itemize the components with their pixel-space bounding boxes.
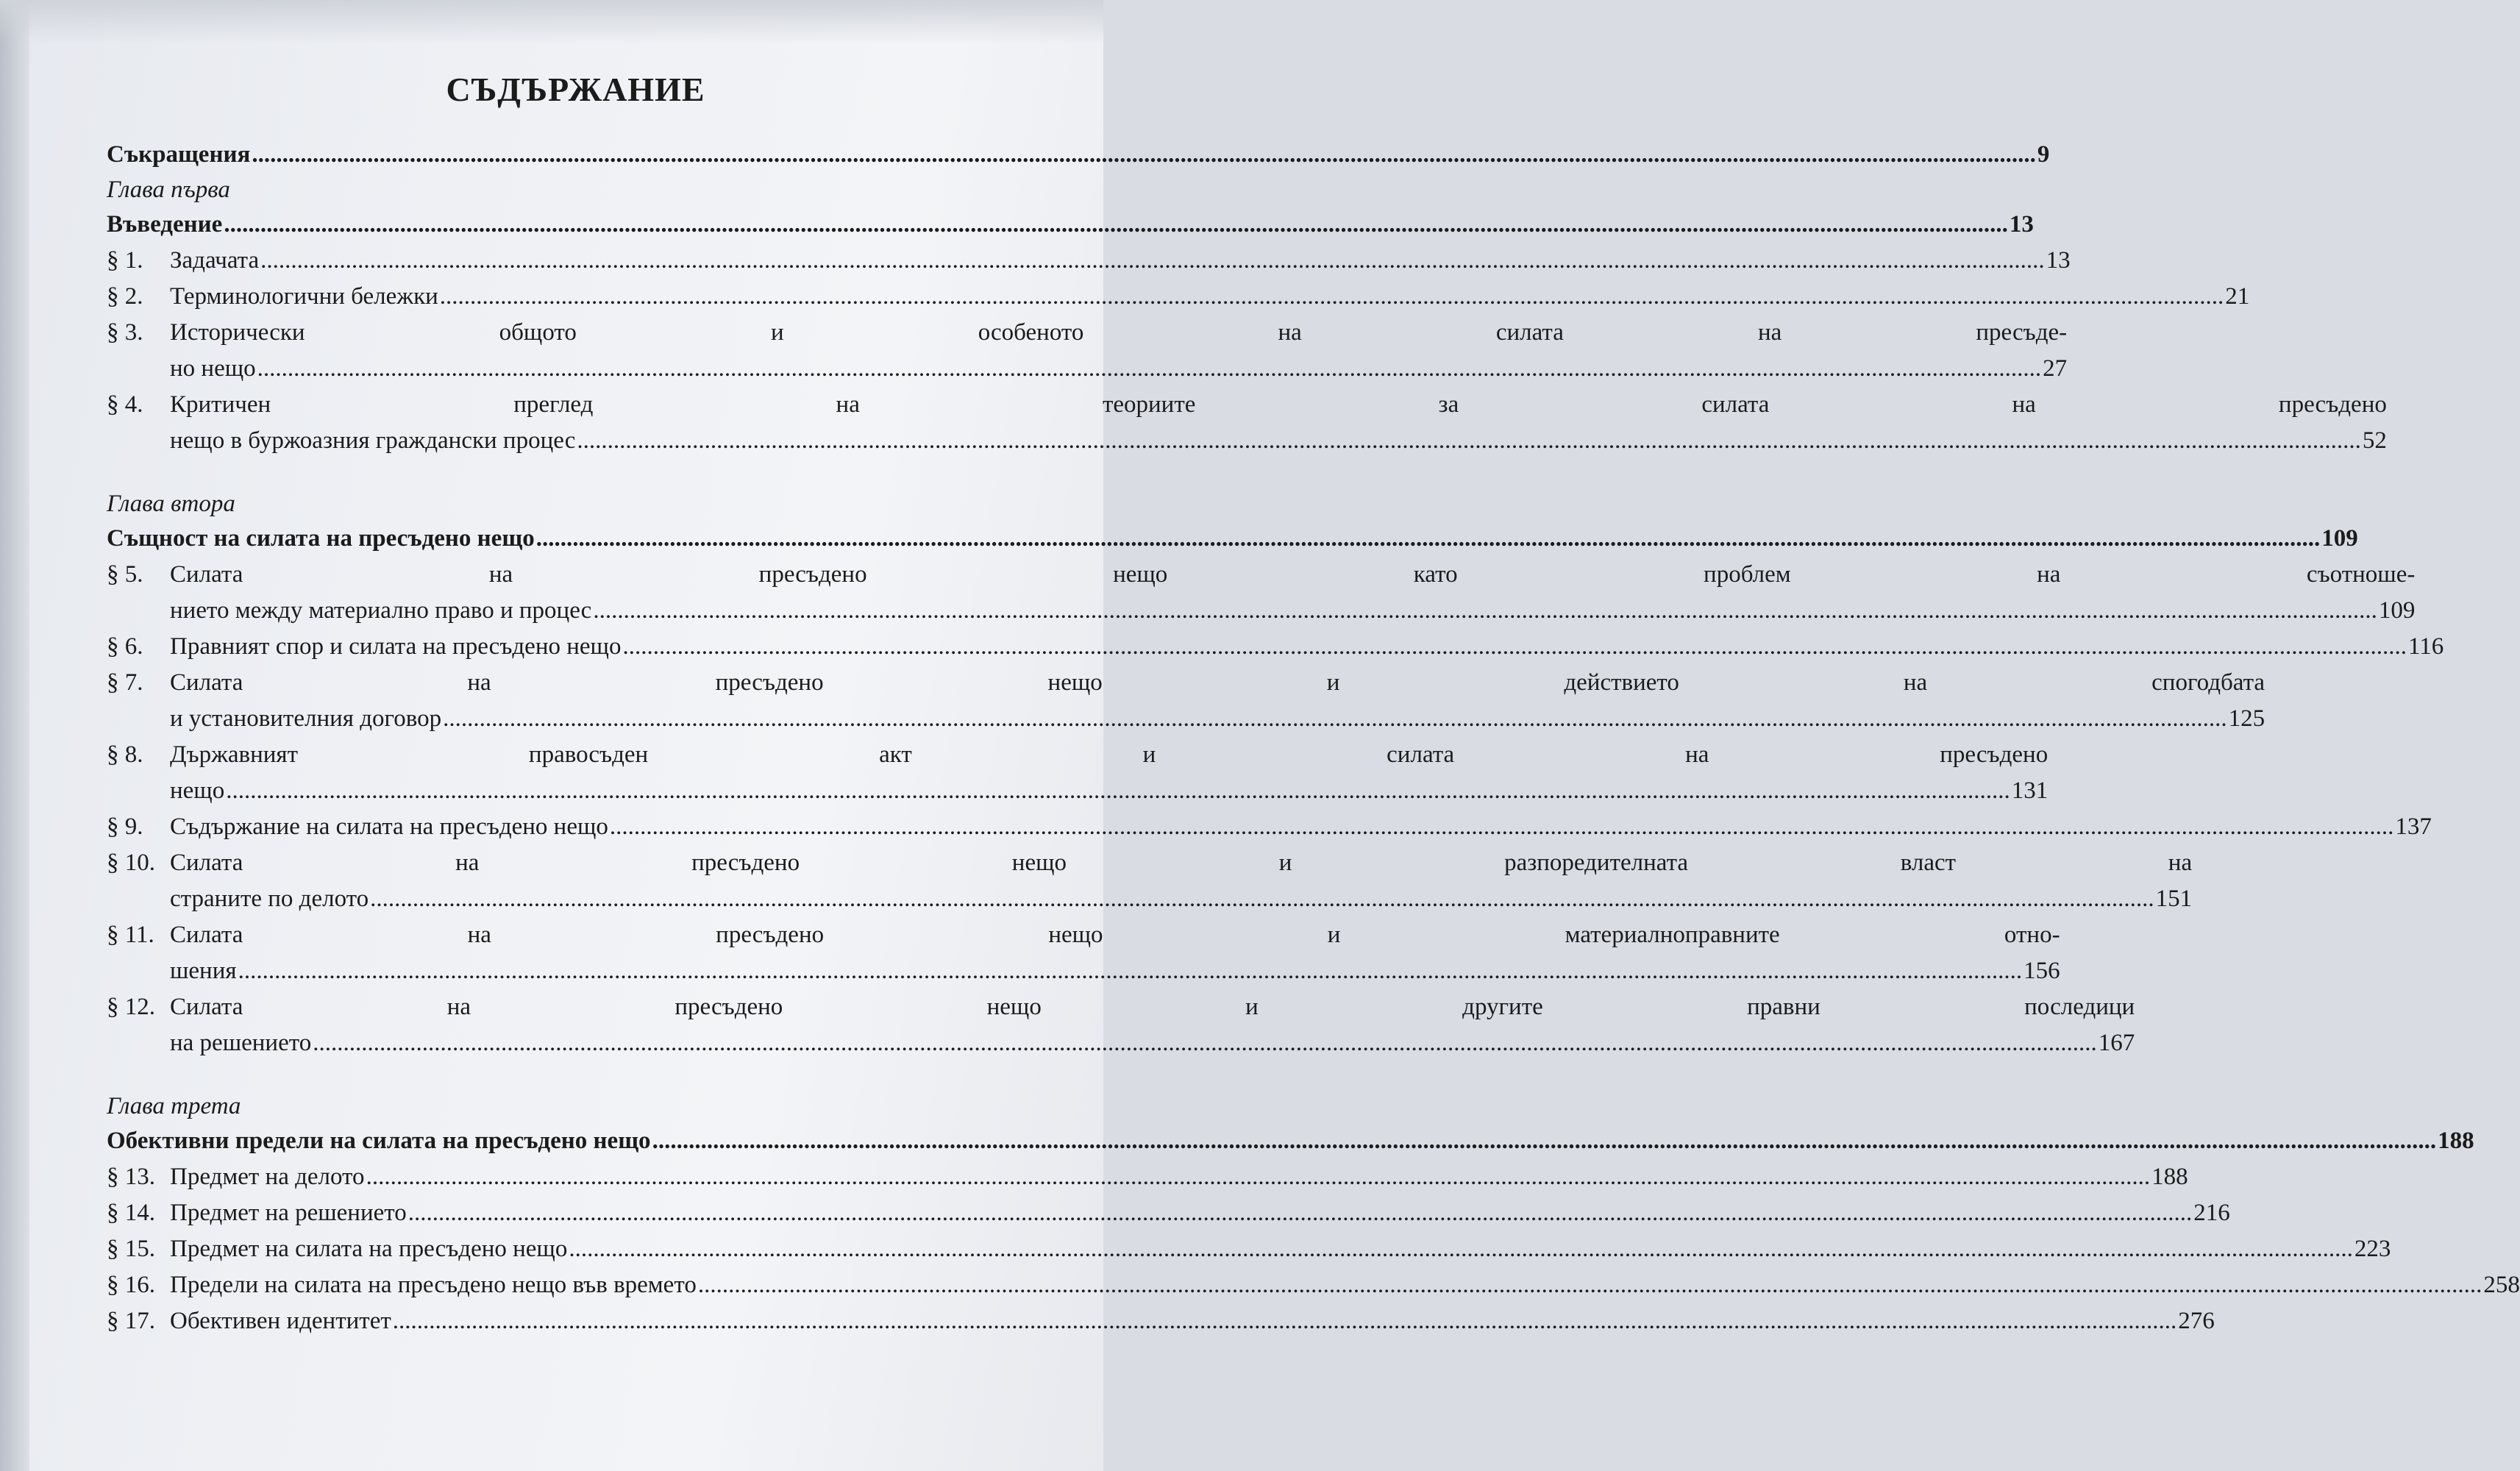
- dot-leader: [610, 809, 2394, 845]
- toc-section-entry: [107, 557, 2416, 629]
- toc-section-entry: [107, 243, 2071, 279]
- dot-leader: [226, 773, 2010, 809]
- toc-page-number: 188: [2151, 1164, 2188, 1190]
- section-title-last-line: [170, 881, 2192, 917]
- dot-leader: [577, 423, 2361, 459]
- toc-page-number: 109: [2378, 597, 2416, 624]
- section-number: § 8.: [107, 741, 143, 768]
- chapter-title-entry: [107, 1123, 2474, 1159]
- section-title-last-line: [170, 1159, 2188, 1195]
- section-title-line: Силата на пресъдено нещо и действието на спогодбата: [170, 669, 2265, 696]
- section-number: § 3.: [107, 319, 143, 346]
- toc-section-entry: [107, 809, 2432, 845]
- toc-page-number: 156: [2024, 958, 2060, 984]
- dot-leader: [260, 243, 2045, 279]
- section-number: § 2.: [107, 283, 143, 310]
- section-title: шения: [170, 958, 237, 984]
- section-body: [170, 737, 2048, 809]
- section-title: на решението: [170, 1030, 312, 1056]
- toc-page-number: 109: [2321, 525, 2358, 552]
- section-body: [170, 315, 2067, 387]
- page-gutter-shadow: [0, 0, 29, 1471]
- section-title: Терминологични бележки: [170, 283, 438, 310]
- section-title: нието между материално право и процес: [170, 597, 592, 624]
- chapter-title: Обективни предели на силата на пресъдено нещо: [107, 1128, 651, 1154]
- section-body: [170, 243, 2071, 279]
- section-title: Предмет на делото: [170, 1164, 365, 1190]
- section-title-last-line: [170, 351, 2067, 387]
- section-body: [170, 1231, 2391, 1267]
- section-title: Предели на силата на пресъдено нещо във времето: [170, 1272, 697, 1298]
- dot-leader: [257, 351, 2042, 387]
- section-title-last-line: [170, 1195, 2230, 1231]
- toc-section-entry: [107, 1267, 2520, 1303]
- dot-leader: [593, 593, 2377, 629]
- chapter-heading: Глава втора: [107, 491, 235, 517]
- dot-leader: [408, 1195, 2193, 1231]
- section-body: [170, 917, 2060, 989]
- toc-section-entry: [107, 1159, 2188, 1195]
- section-number: § 16.: [107, 1272, 155, 1298]
- chapter-title-entry: [107, 521, 2358, 557]
- toc-section-entry: [107, 387, 2387, 459]
- section-title-last-line: [170, 1231, 2391, 1267]
- section-number: § 9.: [107, 813, 143, 840]
- page-title: СЪДЪРЖАНИЕ: [446, 71, 705, 108]
- dot-leader: [622, 629, 2407, 665]
- chapter-gap: [107, 459, 986, 487]
- toc-page-number: 167: [2098, 1030, 2135, 1056]
- section-body: [170, 1267, 2520, 1303]
- section-title: Задачата: [170, 247, 260, 274]
- section-number: § 13.: [107, 1164, 155, 1190]
- section-title-last-line: [170, 629, 2444, 665]
- section-body: [170, 989, 2135, 1061]
- section-number: § 12.: [107, 994, 155, 1020]
- dot-leader: [252, 137, 2036, 173]
- toc-entry-abbreviations: [107, 137, 2050, 173]
- toc-page-number: 52: [2362, 427, 2387, 454]
- section-number: § 14.: [107, 1200, 155, 1226]
- section-body: [170, 809, 2432, 845]
- section-number: § 6.: [107, 633, 143, 660]
- toc-page-number: 9: [2037, 141, 2050, 168]
- section-title-line: Силата на пресъдено нещо и другите правни последици: [170, 994, 2135, 1020]
- section-title: Предмет на решението: [170, 1200, 407, 1226]
- section-title-line: Критичен преглед на теориите за силата на пресъдено: [170, 391, 2387, 418]
- toc-section-entry: [107, 279, 2250, 315]
- section-body: [170, 387, 2387, 459]
- section-title-line: Силата на пресъдено нещо като проблем на съотноше-: [170, 561, 2416, 588]
- dot-leader: [313, 1025, 2097, 1061]
- section-body: [170, 845, 2192, 917]
- section-number: § 17.: [107, 1308, 155, 1334]
- toc-section-entry: [107, 665, 2265, 737]
- toc-section-entry: [107, 1231, 2391, 1267]
- dot-leader: [652, 1123, 2437, 1159]
- section-title: и установителния договор: [170, 705, 442, 732]
- section-title-last-line: [170, 243, 2071, 279]
- section-body: [170, 557, 2415, 629]
- dot-leader: [443, 701, 2227, 737]
- toc-page-number: 116: [2407, 633, 2444, 660]
- section-title: Съдържание на силата на пресъдено нещо: [170, 813, 608, 840]
- toc-page-number: 188: [2438, 1128, 2474, 1154]
- section-title-last-line: [170, 773, 2048, 809]
- section-body: [170, 629, 2444, 665]
- section-number: § 15.: [107, 1236, 155, 1262]
- toc-entry-label: Съкращения: [107, 141, 251, 168]
- dot-leader: [440, 279, 2224, 315]
- dot-leader: [224, 207, 2008, 243]
- section-title-line: Исторически общото и особеното на силата на пресъде-: [170, 319, 2068, 346]
- section-title: но нещо: [170, 355, 256, 382]
- section-title-line: Силата на пресъдено нещо и материалноправните отно-: [170, 922, 2060, 948]
- section-title: нещо: [170, 777, 225, 804]
- toc-page-number: 258: [2483, 1272, 2520, 1298]
- section-body: [170, 1195, 2230, 1231]
- toc-page-number: 276: [2178, 1308, 2215, 1334]
- section-title: Обективен идентитет: [170, 1308, 391, 1334]
- dot-leader: [370, 881, 2154, 917]
- chapter-heading: Глава първа: [107, 177, 230, 203]
- section-number: § 10.: [107, 850, 155, 876]
- chapter-title-entry: [107, 207, 2034, 243]
- table-of-contents: [107, 70, 2520, 1339]
- toc-section-entry: [107, 845, 2193, 917]
- toc-page-number: 137: [2395, 813, 2432, 840]
- toc-section-entry: [107, 629, 2444, 665]
- toc-page-number: 151: [2155, 886, 2193, 912]
- chapter-heading: Глава трета: [107, 1093, 241, 1119]
- toc-section-entry: [107, 1195, 2230, 1231]
- dot-leader: [238, 953, 2023, 989]
- section-number: § 11.: [107, 922, 154, 948]
- dot-leader: [698, 1267, 2482, 1303]
- dot-leader: [536, 521, 2321, 557]
- dot-leader: [569, 1231, 2353, 1267]
- dot-leader: [366, 1159, 2151, 1195]
- toc-section-entry: [107, 315, 2068, 387]
- toc-section-entry: [107, 917, 2060, 989]
- toc-section-entry: [107, 989, 2135, 1061]
- page-top-shadow: [0, 0, 1103, 44]
- toc-page-number: 13: [2009, 211, 2034, 238]
- section-body: [170, 665, 2265, 737]
- section-body: [170, 1159, 2188, 1195]
- chapter-gap: [107, 1061, 986, 1089]
- section-title: страните по делото: [170, 886, 369, 912]
- chapters-list: [107, 173, 2520, 1339]
- section-title-line: Силата на пресъдено нещо и разпоредителната власт на: [170, 850, 2193, 876]
- dot-leader: [393, 1303, 2177, 1339]
- section-title: Правният спор и силата на пресъдено нещо: [170, 633, 622, 660]
- toc-page-number: 27: [2043, 355, 2068, 382]
- section-title-last-line: [170, 701, 2265, 737]
- chapter-title: Същност на силата на пресъдено нещо: [107, 525, 535, 552]
- toc-section-entry: [107, 737, 2049, 809]
- section-title-last-line: [170, 1267, 2520, 1303]
- section-title-last-line: [170, 423, 2387, 459]
- toc-page-number: 125: [2228, 705, 2265, 732]
- toc-page-number: 223: [2354, 1236, 2391, 1262]
- section-title-line: Държавният правосъден акт и силата на пресъдено: [170, 741, 2049, 768]
- section-title: Предмет на силата на пресъдено нещо: [170, 1236, 568, 1262]
- chapter-title: Въведение: [107, 211, 223, 238]
- section-title-last-line: [170, 809, 2432, 845]
- section-number: § 5.: [107, 561, 143, 588]
- section-title-last-line: [170, 593, 2415, 629]
- toc-page-number: 13: [2046, 247, 2071, 274]
- section-body: [170, 279, 2249, 315]
- section-title-last-line: [170, 1303, 2215, 1339]
- section-title-last-line: [170, 279, 2249, 315]
- toc-page-number: 216: [2193, 1200, 2230, 1226]
- toc-section-entry: [107, 1303, 2215, 1339]
- toc-page-number: 21: [2225, 283, 2250, 310]
- section-title-last-line: [170, 1025, 2135, 1061]
- section-number: § 7.: [107, 669, 143, 696]
- section-title: нещо в буржоазния граждански процес: [170, 427, 576, 454]
- toc-page-number: 131: [2011, 777, 2049, 804]
- section-title-last-line: [170, 953, 2060, 989]
- section-body: [170, 1303, 2215, 1339]
- section-number: § 4.: [107, 391, 143, 418]
- section-number: § 1.: [107, 247, 143, 274]
